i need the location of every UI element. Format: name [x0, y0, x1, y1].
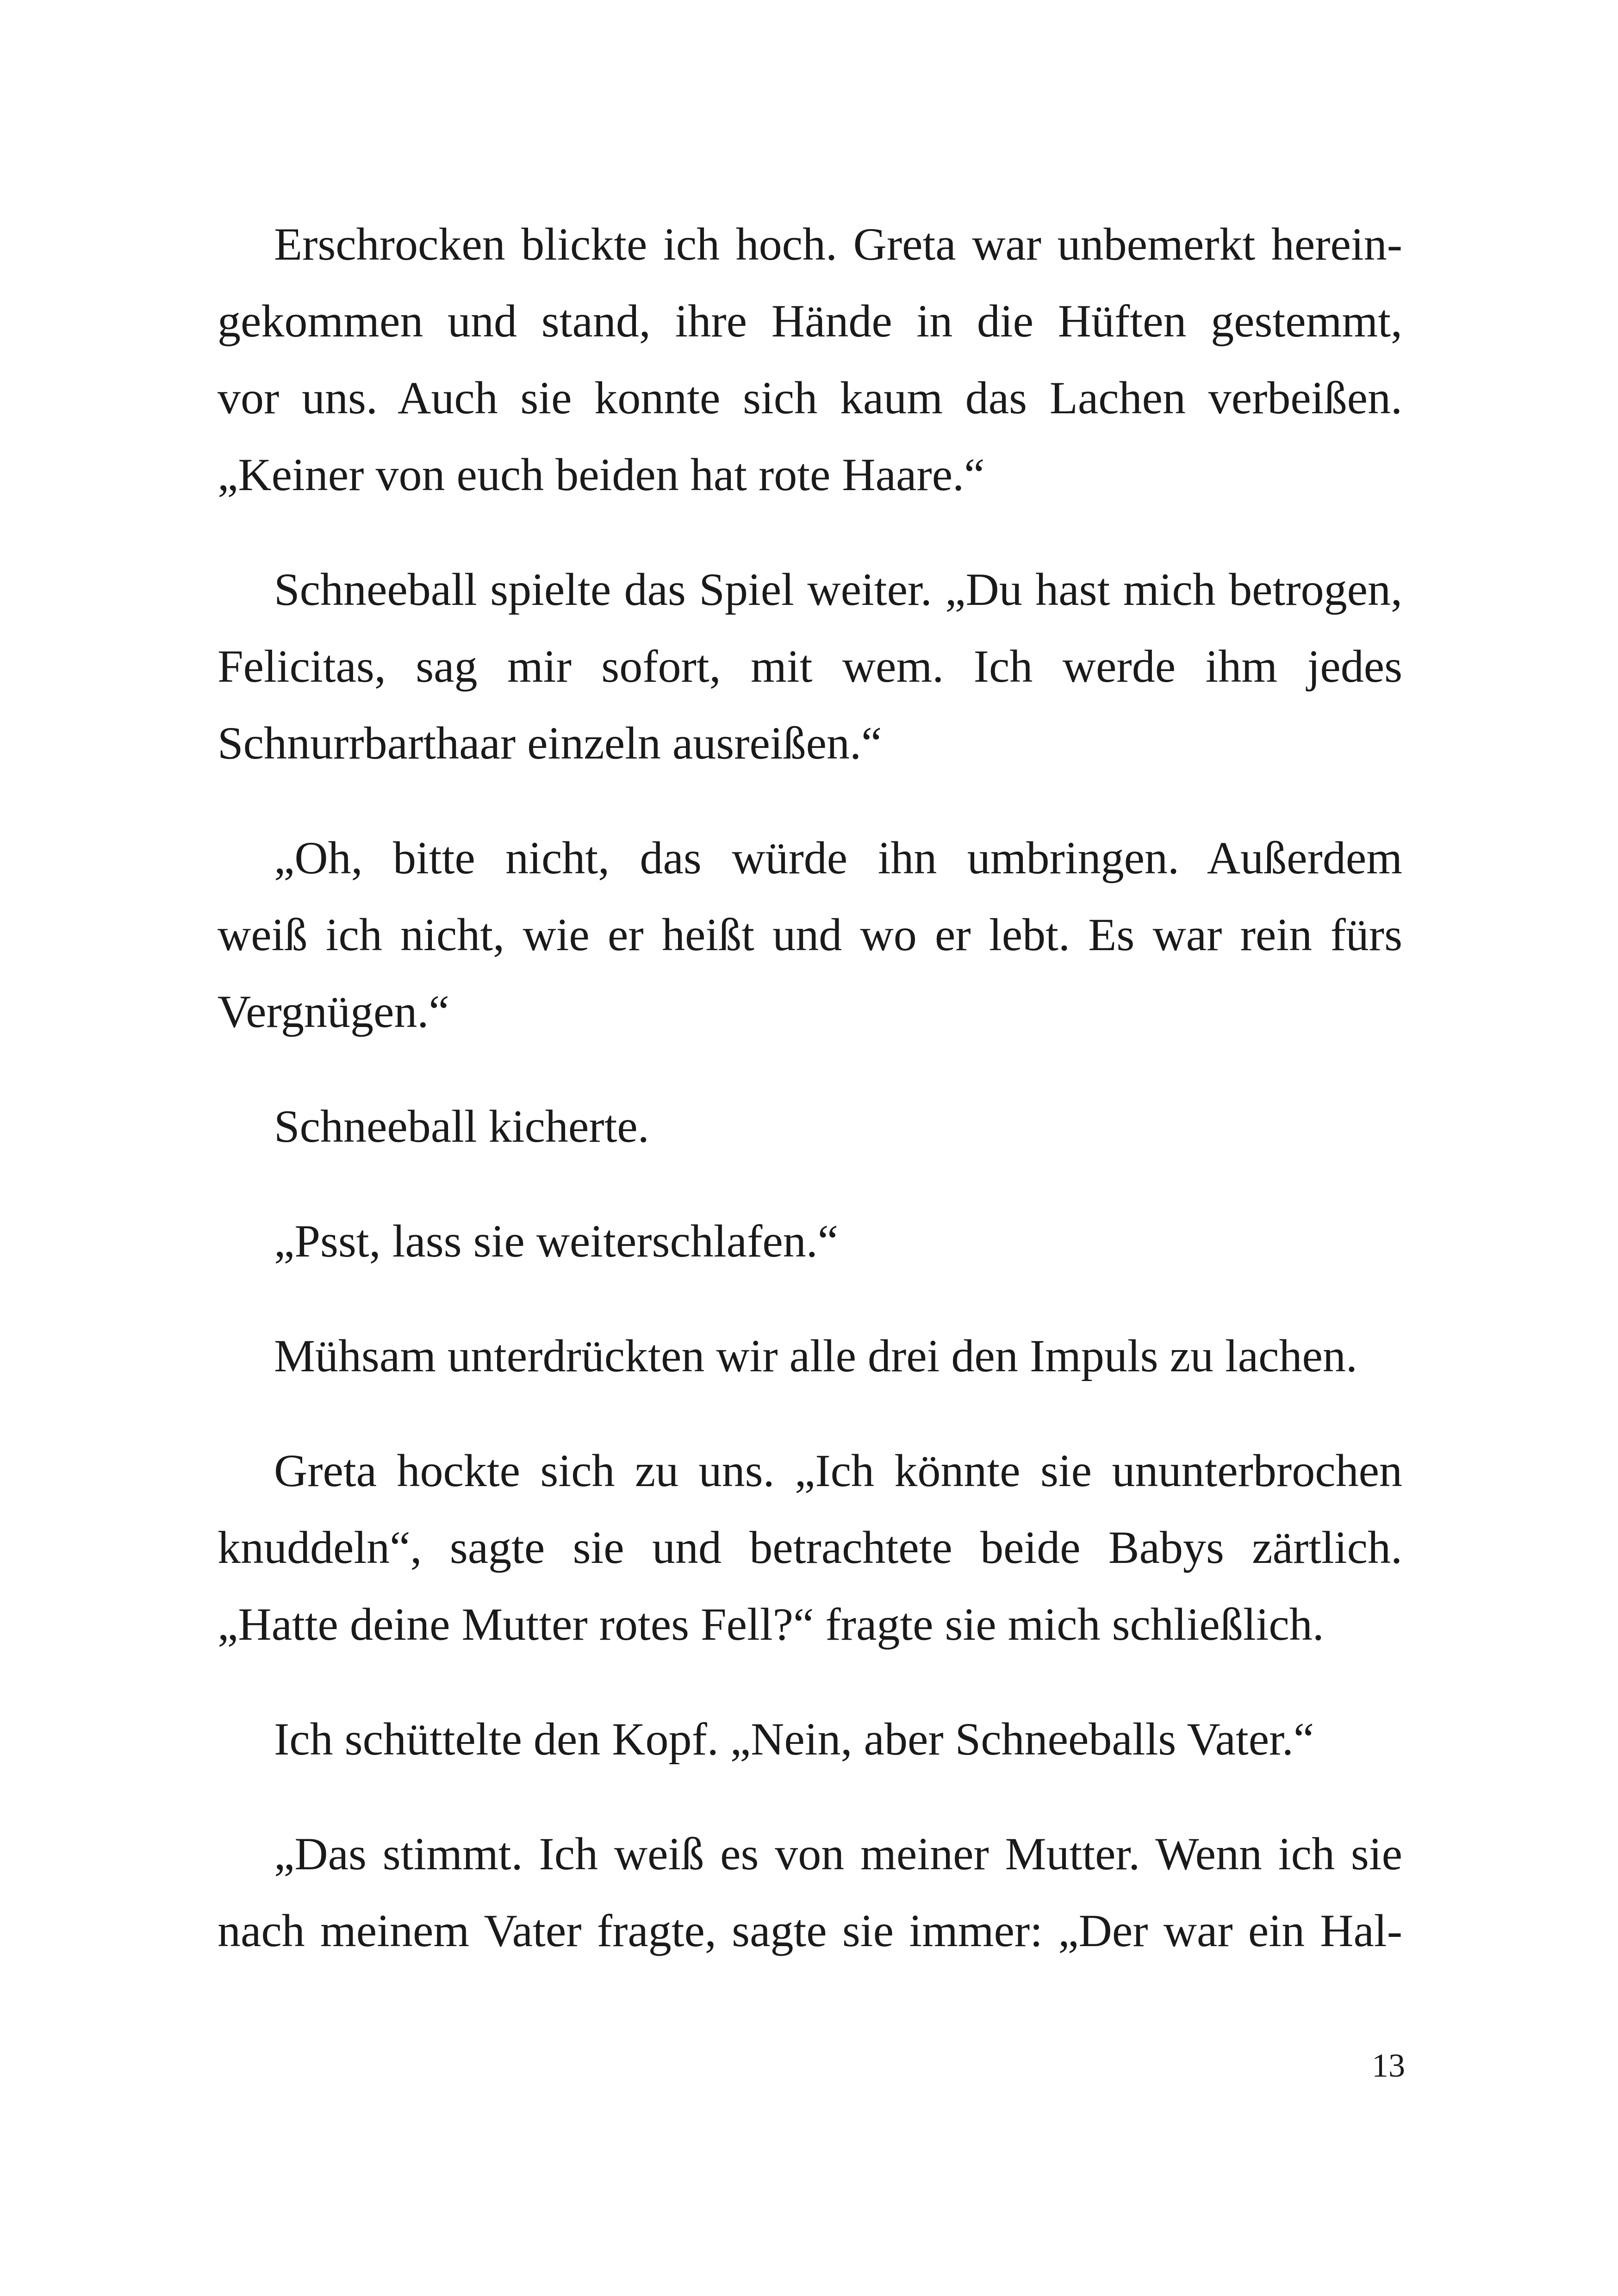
paragraph-2	[218, 551, 1402, 782]
paragraph-1	[218, 206, 1402, 513]
paragraph-4	[218, 1088, 1402, 1165]
paragraph-5	[218, 1203, 1402, 1280]
text-line: „Das stimmt. Ich weiß es von meiner Mutter. Wenn ich sie	[274, 1828, 1402, 1879]
text-line: Schneeball kicherte.	[274, 1101, 649, 1152]
paragraph-3	[218, 820, 1402, 1050]
text-line: vor uns. Auch sie konnte sich kaum das Lachen verbeißen.	[218, 372, 1402, 423]
text-line: Schnurrbarthaar einzeln ausreißen.“	[218, 717, 882, 769]
text-line: nach meinem Vater fragte, sagte sie immer: „Der war ein Hal-	[218, 1905, 1402, 1956]
paragraph-8	[218, 1701, 1402, 1778]
text-line: Mühsam unterdrückten wir alle drei den Impuls zu lachen.	[274, 1330, 1357, 1381]
text-line: „Psst, lass sie weiterschlafen.“	[274, 1215, 839, 1267]
text-line: „Oh, bitte nicht, das würde ihn umbringen. Außerdem	[274, 832, 1402, 884]
text-line: Erschrocken blickte ich hoch. Greta war unbemerkt herein-	[274, 218, 1402, 270]
text-line: Vergnügen.“	[218, 986, 449, 1037]
paragraph-6	[218, 1318, 1402, 1394]
paragraph-9	[218, 1816, 1402, 1969]
text-line: knuddeln“, sagte sie und betrachtete beide Babys zärtlich.	[218, 1522, 1402, 1573]
text-line: Felicitas, sag mir sofort, mit wem. Ich werde ihm jedes	[218, 641, 1402, 692]
text-line: „Hatte deine Mutter rotes Fell?“ fragte sie mich schließlich.	[218, 1599, 1324, 1650]
text-line: „Keiner von euch beiden hat rote Haare.“	[218, 449, 985, 500]
text-line: weiß ich nicht, wie er heißt und wo er lebt. Es war rein fürs	[218, 909, 1402, 960]
page-number: 13	[1372, 2047, 1405, 2084]
body-text	[218, 206, 1402, 2007]
text-line: Greta hockte sich zu uns. „Ich könnte sie ununterbrochen	[274, 1445, 1402, 1496]
text-line: Ich schüttelte den Kopf. „Nein, aber Schneeballs Vater.“	[274, 1713, 1314, 1765]
paragraph-7	[218, 1432, 1402, 1663]
text-line: gekommen und stand, ihre Hände in die Hüften gestemmt,	[218, 295, 1402, 347]
text-line: Schneeball spielte das Spiel weiter. „Du hast mich betrogen,	[274, 564, 1402, 615]
